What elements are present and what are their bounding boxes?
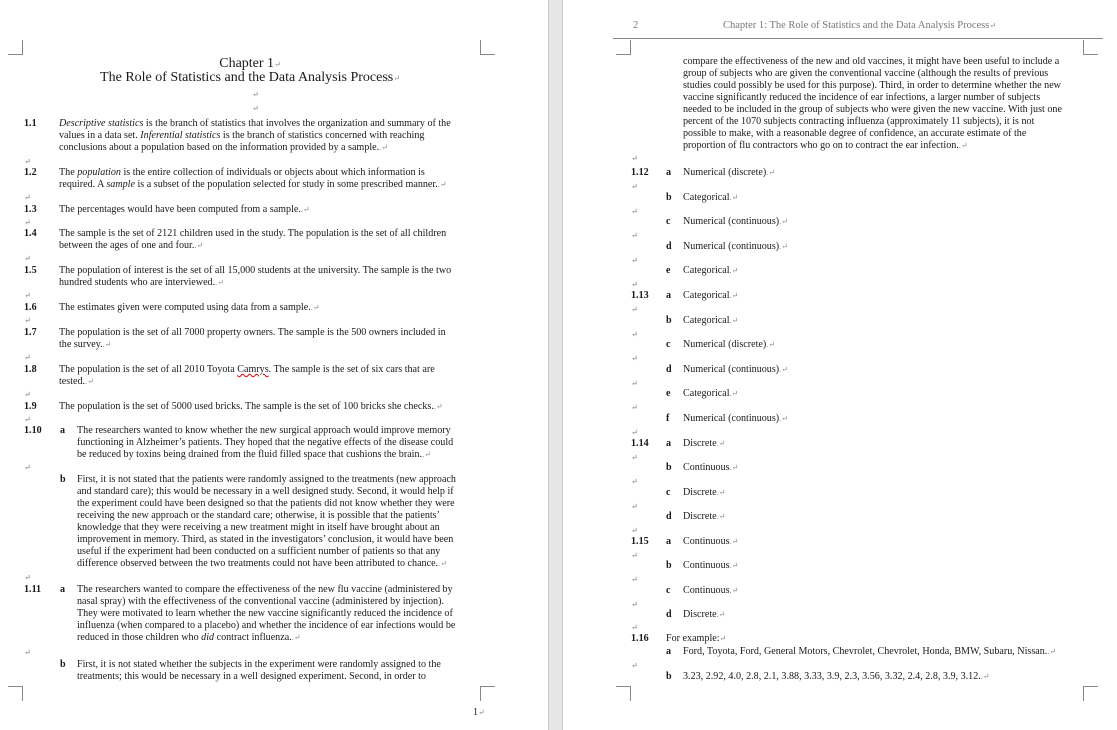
item-number: 1.1 — [24, 118, 37, 129]
text-line: The researchers wanted to compare the effectiveness of the new flu vaccine (administered by — [77, 584, 453, 595]
item-number: 1.7 — [24, 327, 37, 338]
header-rule — [613, 38, 1103, 39]
part-label: b — [60, 659, 66, 670]
text-line: between the ages of one and four..↵ — [59, 240, 204, 251]
part-label: e — [666, 388, 671, 399]
item-number: 1.9 — [24, 401, 37, 412]
part-label: c — [666, 487, 671, 498]
answer-text[interactable]: Categorical.↵ — [683, 290, 739, 301]
page-gap — [548, 0, 563, 730]
item-number: 1.12 — [631, 167, 649, 178]
answer-text[interactable]: 3.23, 2.92, 4.0, 2.8, 2.1, 3.88, 3.33, 3.9, 2.3, 3.56, 3.32, 2.4, 2.8, 3.9, 3.12..↵ — [683, 671, 990, 682]
margin-corner-mark — [616, 40, 631, 55]
margin-corner-mark — [480, 40, 495, 55]
document-page-1: Chapter 1↵ The Role of Statistics and the Data Analysis Process↵ ↵ ↵ 1.1 Descriptive statistics is the branch of statistics that involves the organization and summary of the values in a data set. Inferential statistics is the branch of statistics concerned with reaching conclusions about a population based on the information provided by a sample..↵ ↵ 1.2 The population is the entire collection of individuals or objects about which information is required. A sample is a subset of the population selected for study in some prescribed manner..↵ ↵ 1.3 The percentages would have been computed from a sample..↵ ↵ 1.4 The sample is the set of 2121 children used in the study. The population is the set of all children between the ages of one and four..↵ ↵ 1.5 The population of interest is the set of all 15,000 students at the university. The sample is the two hundred students who are interviewed..↵ ↵ 1.6 The estimates given were computed using data from a sample..↵ ↵ 1.7 The population is the set of all 7000 property owners. The sample is the 500 owners included in the survey..↵ ↵ 1.8 The population is the set of all 2010 Toyota Camrys. The sample is the set of six cars that are tested..↵ ↵ 1.9 The population is the set of 5000 used bricks. The sample is the set of 100 bricks she checks..↵ ↵ 1.10 a The researchers wanted to know whether the new surgical approach would improve memory functioning in Alzheimer’s patients. They hoped that the negative effects of the disease could be reduced by toxins being drained from the fluid filled space that cushions the brain..↵ ↵ b First, it is not stated that the patients were randomly assigned to the treatments (new approach and standard care); this would be necessary in a well designed study. Second, it would help if the experiment could have been designed so that the patients did not know whether they were receiving the new approach or the standard care; otherwise, it is possible that the patients’ knowledge that they were receiving a new treatment might in itself have brought about an improvement in memory. Third, as stated in the investigators’ conclusion, it would have been useful if the experiment had been conducted on a sufficient number of patients so that any difference observed between the two treatments could not have been attributed to chance..↵ ↵ 1.11 a The researchers wanted to compare the effectiveness of the new flu vaccine (administered by nasal spray) with the effectiveness of the conventional vaccine (administered by injection). They were motivated to learn whether the new vaccine significantly reduced the incidence of influenza (when compared to a placebo) and whether the incidence of ear infections would be reduced in those children who did contract influenza..↵ ↵ b First, it is not stated whether the subjects in the experiment were randomly assigned to the treatments; this would be necessary in a well designed experiment. Second, in order to 1↵ — [0, 0, 548, 730]
text-line: First, it is not stated that the patients were randomly assigned to the treatments (new approach — [77, 474, 456, 485]
text-line: percent of the 1070 subjects contracting influenza (approximately 11 subjects), it is not — [683, 116, 1035, 127]
answer-text[interactable]: Continuous.↵ — [683, 462, 739, 473]
answer-text[interactable]: Numerical (continuous).↵ — [683, 241, 788, 252]
part-label: b — [666, 462, 672, 473]
text-line: improvement in memory. Third, as stated in the investigators’ conclusion, it would have been — [77, 534, 454, 545]
document-page-2: 2 Chapter 1: The Role of Statistics and the Data Analysis Process↵ compare the effectiveness of the new and old vaccines, it might have been useful to include a group of subjects who are given the conventional vaccine (although the results of previous studies could possibly be used for this purpose). Third, in order to determine whether the new vaccine significantly reduced the incidence of ear infections, a larger number of subjects needed to be included in the group of subjects who were given the new vaccine. With just one percent of the 1070 subjects contracting influenza (approximately 11 subjects), it is not possible to make, with a reasonable degree of confidence, an accurate estimate of the proportion of flu contractors who go on to contract the ear infection..↵ ↵ 1.12 a Numerical (discrete).↵ ↵ b Categorical.↵ ↵ c Numerical (continuous).↵ ↵ d Numerical (continuous).↵ ↵ e Categorical.↵ ↵ 1.13 a Categorical.↵ ↵ b Categorical.↵ ↵ c Numerical (discrete).↵ ↵ d Numerical (continuous).↵ ↵ e Categorical.↵ ↵ f Numerical (continuous).↵ ↵ 1.14 a Discrete.↵ ↵ b Continuous.↵ ↵ c Discrete.↵ ↵ d Discrete.↵ ↵ 1.15 a Continuous.↵ ↵ b Continuous.↵ ↵ c Continuous.↵ ↵ d Discrete.↵ ↵ 1.16 For example:↵ a Ford, Toyota, Ford, General Motors, Chevrolet, Chevrolet, Honda, BMW, Subaru, Nissan..↵ ↵ b 3.23, 2.92, 4.0, 2.8, 2.1, 3.88, 3.33, 3.9, 2.3, 3.56, 3.32, 2.4, 2.8, 3.9, 3.12..↵ — [563, 0, 1117, 730]
chapter-title[interactable]: The Role of Statistics and the Data Analysis Process↵ — [100, 70, 400, 85]
part-label: b — [666, 671, 672, 682]
text-line: possible to make, with a reasonable degree of confidence, an accurate estimate of the — [683, 128, 1027, 139]
answer-text[interactable]: Numerical (discrete).↵ — [683, 167, 775, 178]
text-line: conclusions about a population based on the information provided by a sample..↵ — [59, 142, 388, 153]
text-line: useful if the experiment had been conducted on a sufficient number of patients so that any — [77, 546, 441, 557]
answer-text[interactable]: Numerical (continuous).↵ — [683, 413, 788, 424]
text-line: and standard care); this would be necessary in a well designed study. Second, it would help if — [77, 486, 454, 497]
item-number: 1.6 — [24, 302, 37, 313]
text-line: treatments; this would be necessary in a well designed experiment. Second, in order to — [77, 671, 426, 682]
item-number: 1.5 — [24, 265, 37, 276]
margin-corner-mark — [8, 686, 23, 701]
text-line: compare the effectiveness of the new and old vaccines, it might have been useful to include a — [683, 56, 1060, 67]
text-line: Descriptive statistics is the branch of statistics that involves the organization and summary of the — [59, 118, 451, 129]
part-label: d — [666, 241, 672, 252]
answer-text[interactable]: Categorical.↵ — [683, 192, 739, 203]
text-line: influenza (when compared to a placebo) and whether the incidence of ear infections would be — [77, 620, 456, 631]
text-line: studies could possibly be used for this purpose). Third, in order to determine whether the new — [683, 80, 1061, 91]
answer-text[interactable]: Numerical (continuous).↵ — [683, 364, 788, 375]
part-label: a — [666, 646, 672, 657]
answer-text[interactable]: Numerical (continuous).↵ — [683, 216, 788, 227]
item-number: 1.14 — [631, 438, 649, 449]
text-line: tested..↵ — [59, 376, 94, 387]
part-label: a — [60, 584, 66, 595]
text-line: hundred students who are interviewed..↵ — [59, 277, 224, 288]
text-line: The population is the set of all 7000 property owners. The sample is the 500 owners included in — [59, 327, 446, 338]
header-page-number: 2 — [633, 20, 639, 31]
text-line: The population of interest is the set of all 15,000 students at the university. The sample is the two — [59, 265, 452, 276]
part-label: d — [666, 609, 672, 620]
text-line: the experiment could have been designed so that the patients did not know whether they were — [77, 498, 455, 509]
answer-text[interactable]: Continuous.↵ — [683, 585, 739, 596]
part-label: a — [666, 536, 672, 547]
text-line: The population is the set of 5000 used bricks. The sample is the set of 100 bricks she checks..↵ — [59, 401, 443, 412]
item-number: 1.8 — [24, 364, 37, 375]
header-title: Chapter 1: The Role of Statistics and the Data Analysis Process↵ — [723, 20, 997, 31]
item-number: 1.16 — [631, 633, 649, 644]
text-line: receiving the new approach or the standard care; otherwise, it is possible that the patients’ — [77, 510, 440, 521]
part-label: a — [666, 167, 672, 178]
margin-corner-mark — [8, 40, 23, 55]
chapter-label[interactable]: Chapter 1↵ — [219, 56, 281, 71]
text-line: reduced in those children who did contract influenza..↵ — [77, 632, 301, 643]
margin-corner-mark — [1083, 40, 1098, 55]
margin-corner-mark — [616, 686, 631, 701]
footer-page-number: 1↵ — [473, 707, 485, 718]
part-label: d — [666, 364, 672, 375]
answer-text[interactable]: Continuous.↵ — [683, 536, 739, 547]
part-label: a — [666, 438, 672, 449]
answer-text[interactable]: Categorical.↵ — [683, 315, 739, 326]
margin-corner-mark — [1083, 686, 1098, 701]
part-label: c — [666, 216, 671, 227]
part-label: d — [666, 511, 672, 522]
text-line: The estimates given were computed using data from a sample..↵ — [59, 302, 320, 313]
part-label: b — [666, 315, 672, 326]
part-label: e — [666, 265, 671, 276]
item-number: 1.15 — [631, 536, 649, 547]
text-line: They were motivated to learn whether the new vaccine significantly reduced the incidence of — [77, 608, 453, 619]
answer-text[interactable]: Discrete.↵ — [683, 511, 726, 522]
text-line: difference observed between the two treatments could not have been attributed to chance..↵ — [77, 558, 447, 569]
text-line: values in a data set. Inferential statistics is the branch of statistics concerned with reaching — [59, 130, 425, 141]
text-line: First, it is not stated whether the subjects in the experiment were randomly assigned to the — [77, 659, 441, 670]
part-label: a — [666, 290, 672, 301]
answer-text[interactable]: Discrete.↵ — [683, 438, 726, 449]
part-label: c — [666, 339, 671, 350]
text-line: The population is the set of all 2010 Toyota Camrys. The sample is the set of six cars that are — [59, 364, 435, 375]
text-line: The percentages would have been computed from a sample..↵ — [59, 204, 310, 215]
text-line: The sample is the set of 2121 children used in the study. The population is the set of all children — [59, 228, 447, 239]
item-number: 1.11 — [24, 584, 42, 595]
part-label: b — [666, 560, 672, 571]
answer-text[interactable]: Discrete.↵ — [683, 609, 726, 620]
text-line: required. A sample is a subset of the population selected for study in some prescribed manner..↵ — [59, 179, 447, 190]
answer-text[interactable]: Numerical (discrete).↵ — [683, 339, 775, 350]
text-line: knowledge that they were receiving a new treatment might in itself have brought about an — [77, 522, 440, 533]
answer-text[interactable]: For example:↵ — [666, 633, 727, 644]
part-label: a — [60, 425, 66, 436]
text-line: proportion of flu contractors who go on to contract the ear infection..↵ — [683, 140, 968, 151]
text-line: the survey..↵ — [59, 339, 112, 350]
text-line: be reduced by toxins being drained from the fluid filled space that cushions the brain..↵ — [77, 449, 431, 460]
answer-text[interactable]: Categorical.↵ — [683, 388, 739, 399]
item-number: 1.2 — [24, 167, 37, 178]
part-label: c — [666, 585, 671, 596]
text-line: The researchers wanted to know whether the new surgical approach would improve memory — [77, 425, 451, 436]
answer-text[interactable]: Categorical.↵ — [683, 265, 739, 276]
text-line: group of subjects who are given the conventional vaccine (although the results of previous — [683, 68, 1049, 79]
part-label: b — [60, 474, 66, 485]
item-number: 1.13 — [631, 290, 649, 301]
answer-text[interactable]: Discrete.↵ — [683, 487, 726, 498]
answer-text[interactable]: Continuous.↵ — [683, 560, 739, 571]
text-line: vaccine significantly reduced the incidence of ear infections, a larger number of subjects — [683, 92, 1041, 103]
text-line: functioning in Alzheimer’s patients. They hoped that the negative effects of the disease could — [77, 437, 454, 448]
answer-text[interactable]: Ford, Toyota, Ford, General Motors, Chevrolet, Chevrolet, Honda, BMW, Subaru, Nissan..↵ — [683, 646, 1057, 657]
text-line: The population is the entire collection of individuals or objects about which information is — [59, 167, 425, 178]
item-number: 1.10 — [24, 425, 42, 436]
part-label: f — [666, 413, 670, 424]
item-number: 1.3 — [24, 204, 37, 215]
part-label: b — [666, 192, 672, 203]
text-line: needed to be included in the group of subjects who were given the new vaccine. With just one — [683, 104, 1062, 115]
text-line: nasal spray) with the effectiveness of the conventional vaccine (administered by injection). — [77, 596, 444, 607]
item-number: 1.4 — [24, 228, 37, 239]
margin-corner-mark — [480, 686, 495, 701]
